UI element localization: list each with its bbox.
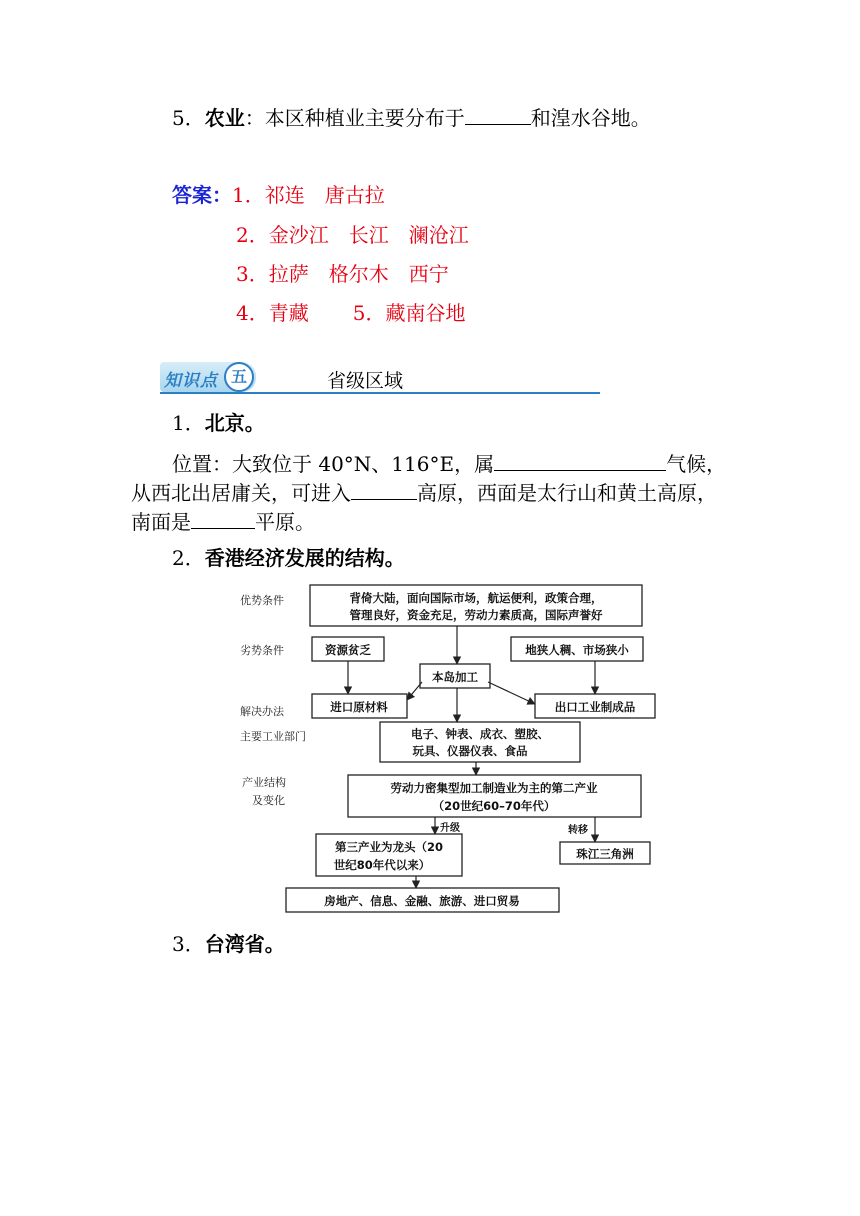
- answer-2-text: 金沙江 长江 澜沧江: [268, 223, 469, 247]
- answer-4-text: 青藏: [268, 301, 309, 325]
- label-advantage: 优势条件: [240, 594, 284, 607]
- beijing-para-1: [172, 450, 726, 477]
- answer-1-number: 1．: [232, 183, 265, 207]
- beijing-p1-b: 气候，: [666, 452, 727, 476]
- beijing-heading: [172, 410, 265, 436]
- export-products-text: 出口工业制成品: [554, 700, 636, 714]
- label-structure-1: 产业结构: [242, 776, 286, 789]
- lack-resources-text: 资源贫乏: [325, 643, 371, 657]
- taiwan-heading-number: 3．: [172, 932, 205, 956]
- pearl-river-delta-text: 珠江三角洲: [576, 847, 634, 861]
- secondary-line-2: （20世纪60–70年代）: [432, 799, 556, 813]
- label-disadvantage: 劣势条件: [240, 644, 284, 657]
- answer-2-number: 2．: [236, 223, 269, 247]
- section-badge-text: 知识点: [164, 371, 218, 391]
- answer-1-text: 祁连 唐古拉: [264, 183, 385, 207]
- answer-row-4: [236, 300, 465, 326]
- item-5-text-a: ：本区种植业主要分布于: [244, 106, 465, 130]
- answer-row-3: [236, 261, 449, 287]
- answer-4-number: 4．: [236, 301, 269, 325]
- hongkong-heading-text: 香港经济发展的结构。: [204, 546, 405, 570]
- taiwan-heading: [172, 931, 285, 957]
- item-5-label: 农业: [204, 106, 245, 130]
- industries-line-1: 电子、钟表、成衣、塑胶、: [411, 727, 549, 741]
- hongkong-heading-number: 2．: [172, 546, 205, 570]
- services-text: 房地产、信息、金融、旅游、进口贸易: [324, 894, 520, 908]
- processing-text: 本岛加工: [432, 670, 478, 684]
- answer-3-text: 拉萨 格尔木 西宁: [268, 262, 449, 286]
- climate-blank: [494, 450, 666, 471]
- plain-blank: [191, 508, 255, 529]
- beijing-p3-b: 平原。: [255, 510, 315, 534]
- beijing-heading-number: 1．: [172, 411, 205, 435]
- section-number: 五: [224, 362, 254, 392]
- answer-5-number: 5．: [352, 301, 386, 325]
- answer-row-2: [236, 222, 469, 248]
- answer-3-number: 3．: [236, 262, 269, 286]
- beijing-para-2: [131, 479, 717, 506]
- industries-line-2: 玩具、仪器仪表、食品: [412, 744, 528, 758]
- section-title: 省级区域: [327, 370, 404, 392]
- item-5-line: [172, 104, 651, 131]
- answer-row-1: [172, 182, 385, 208]
- advantages-line-1: 背倚大陆，面向国际市场，航运便利，政策合理，: [349, 591, 603, 605]
- label-structure-2: 及变化: [252, 794, 285, 807]
- beijing-p2-a: 从西北出居庸关，可进入: [131, 481, 351, 505]
- beijing-para-3: [131, 508, 315, 535]
- taiwan-heading-text: 台湾省。: [204, 932, 285, 956]
- section-header: [160, 362, 600, 394]
- beijing-heading-text: 北京。: [204, 411, 265, 435]
- plateau-blank: [351, 479, 417, 500]
- import-materials-text: 进口原材料: [330, 700, 388, 714]
- hongkong-structure-diagram: [230, 582, 660, 914]
- beijing-p1-a: 位置：大致位于 40°N、116°E，属: [172, 452, 495, 476]
- label-industry: 主要工业部门: [240, 730, 306, 743]
- item-5-text-b: 和湟水谷地。: [530, 106, 651, 130]
- upgrade-label: 升级: [440, 823, 460, 834]
- beijing-p3-a: 南面是: [131, 510, 191, 534]
- item-5-number: 5．: [172, 106, 205, 130]
- small-land-text: 地狭人稠、市场狭小: [525, 643, 629, 657]
- tertiary-line-2: 世纪80年代以来）: [333, 858, 431, 872]
- label-solution: 解决办法: [240, 705, 284, 718]
- beijing-p2-b: 高原，西面是太行山和黄土高原，: [417, 481, 717, 505]
- answer-5-text: 藏南谷地: [385, 301, 466, 325]
- advantages-line-2: 管理良好，资金充足，劳动力素质高，国际声誉好: [349, 608, 603, 622]
- hongkong-heading: [172, 545, 405, 571]
- answer-label: 答案：: [172, 183, 232, 207]
- secondary-line-1: 劳动力密集型加工制造业为主的第二产业: [390, 781, 598, 795]
- tertiary-line-1: 第三产业为龙头（20: [334, 840, 444, 854]
- transfer-label: 转移: [568, 825, 588, 836]
- item-5-blank: [465, 104, 531, 125]
